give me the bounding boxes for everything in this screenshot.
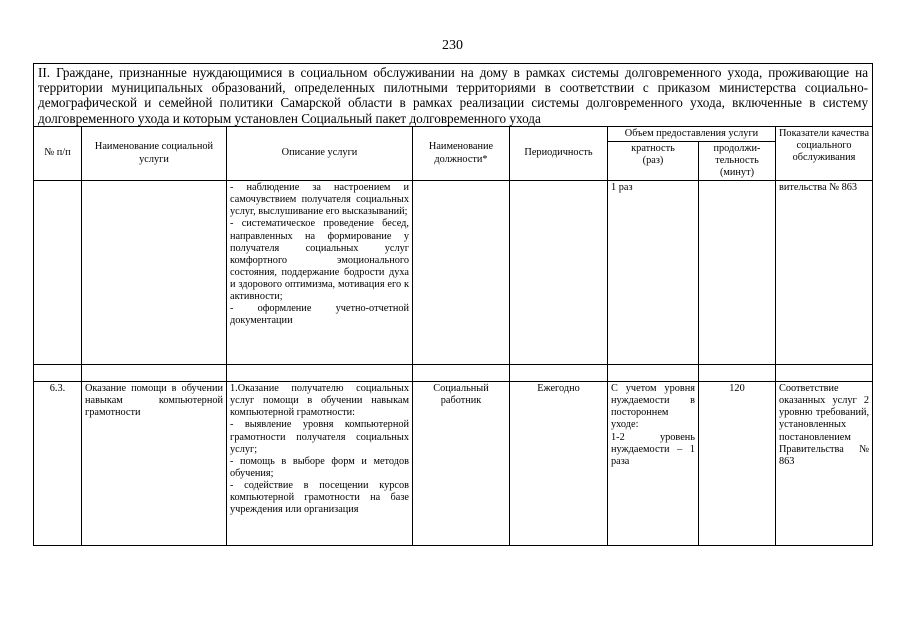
row-periodicity: Ежегодно	[510, 382, 608, 546]
row-num: 6.3.	[34, 382, 82, 546]
services-table	[33, 63, 873, 546]
row-service-name	[82, 181, 227, 365]
page-number: 230	[442, 38, 463, 53]
header-periodicity: Периодичность	[510, 126, 608, 180]
row-frequency: С учетом уровня нуждаемости в постороннем уходе: 1-2 уровень нуждаемости – 1 раза	[608, 382, 699, 546]
header-position: Наименование должности*	[413, 126, 510, 180]
row-service-name: Оказание помощи в обучении навыкам компьютерной грамотности	[82, 382, 227, 546]
header-frequency: кратность (раз)	[608, 141, 699, 180]
row-description: 1.Оказание получателю социальных услуг помощи в обучении навыкам компьютерной грамотности: - выявление уровня компьютерной грамотности получателя социальных услуг; - помощь в выборе форм и методов обучения; - содействие в посещении курсов компьютерной грамотности на базе учреждения или организация	[227, 382, 413, 546]
row-periodicity	[510, 181, 608, 365]
row-quality: вительства № 863	[776, 181, 873, 365]
row-position: Социальный работник	[413, 382, 510, 546]
header-quality: Показатели качества социального обслуживания	[776, 126, 873, 180]
header-service-name: Наименование социальной услуги	[82, 126, 227, 180]
row-duration	[699, 181, 776, 365]
header-num: № п/п	[34, 126, 82, 180]
row-divider	[34, 365, 873, 382]
row-quality: Соответствие оказанных услуг 2 уровню требований, установленных постановлением Правительства № 863	[776, 382, 873, 546]
row-num	[34, 181, 82, 365]
header-description: Описание услуги	[227, 126, 413, 180]
row-duration: 120	[699, 382, 776, 546]
table-row	[34, 382, 873, 546]
row-frequency: 1 раз	[608, 181, 699, 365]
row-position	[413, 181, 510, 365]
header-duration: продолжи- тельность (минут)	[699, 141, 776, 180]
header-volume: Объем предоставления услуги	[608, 126, 776, 141]
section-title: II. Граждане, признанные нуждающимися в социальном обслуживании на дому в рамках системы долговременного ухода, проживающие на территории муниципальных образований, определенных пилотными территориями в соответствии с приказом министерства социально-демографической и семейной политики Самарской области в рамках реализации системы долговременного ухода, включенные в систему долговременного ухода и которым установлен Социальный пакет долговременного ухода	[34, 64, 873, 127]
row-description: - наблюдение за настроением и самочувствием получателя социальных услуг, выслушивание его высказываний; - систематическое проведение бесед, направленных на формирование у получателя социальных услуг комфортного эмоционального состояния, поддержание бодрости духа и здорового оптимизма, мотивация его к активности; - оформление учетно-отчетной документации	[227, 181, 413, 365]
table-row	[34, 181, 873, 365]
